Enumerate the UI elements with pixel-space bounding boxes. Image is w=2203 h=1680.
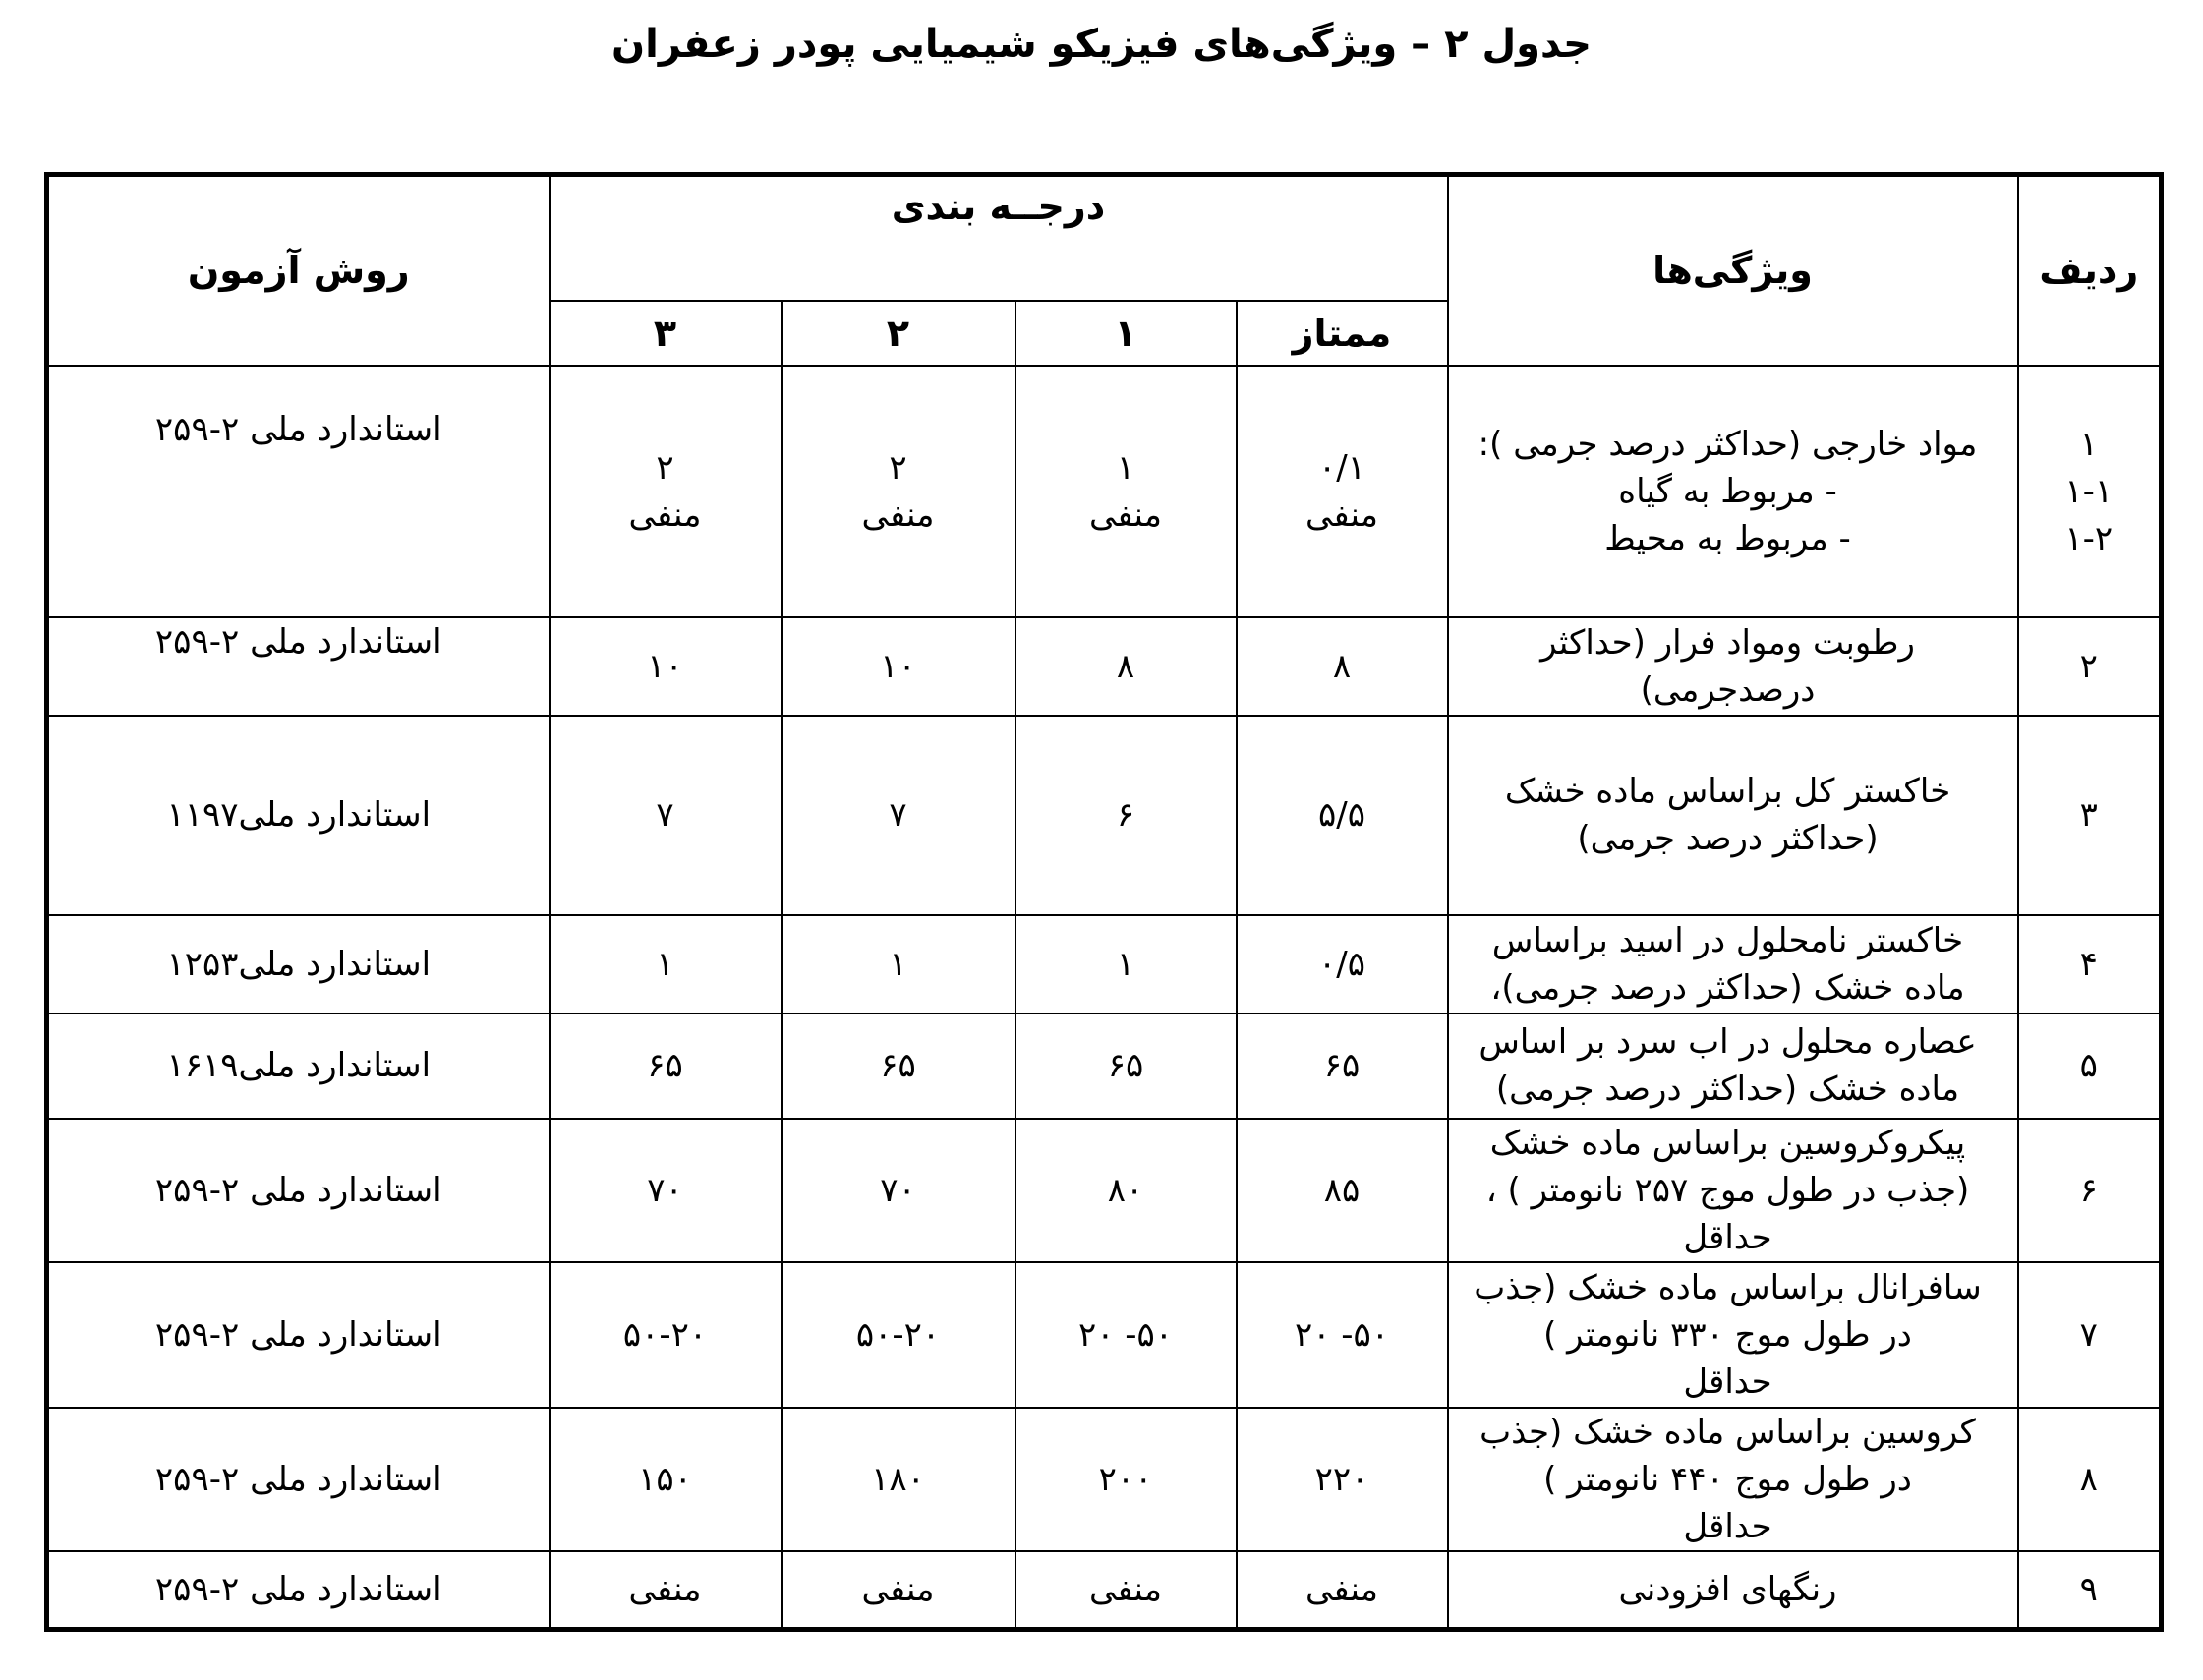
value-cell: ۶ [1015,716,1237,915]
table-row [47,1262,2162,1408]
value-cell: ۱ [782,915,1015,1014]
value-cell: ۱ منفی [1015,366,1237,617]
header-grade-excellent: ممتاز [1237,301,1448,366]
value-cell: ۸ [1015,617,1237,716]
table-row [47,1551,2162,1630]
table-row [47,915,2162,1014]
value-cell: ۵۰-۲۰ [550,1262,782,1408]
spec-table [44,172,2164,1632]
value-cell: ۶۵ [782,1014,1015,1119]
header-grade-3: ۳ [550,301,782,366]
property-cell: عصاره محلول در اب سرد بر اساس ماده خشک (حداکثر درصد جرمی) [1448,1014,2018,1119]
value-cell: ۱ [1015,915,1237,1014]
page-title: جدول ۲ – ویژگی‌های فیزیکو شیمیایی پودر زعفران [611,22,1592,67]
value-cell: ۶۵ [1237,1014,1448,1119]
value-cell: ۵/۵ [1237,716,1448,915]
value-cell: ۷۰ [550,1119,782,1262]
header-grading: درجــه بندی [550,175,1448,301]
value-cell: ۶۵ [550,1014,782,1119]
test-method-cell: استاندارد ملی ۲-۲۵۹ [47,1262,550,1408]
test-method-cell: استاندارد ملی ۲-۲۵۹ [47,617,550,716]
value-cell: ۵۰- ۲۰ [1015,1262,1237,1408]
table-row [47,366,2162,617]
value-cell: ۷ [782,716,1015,915]
test-method-cell: استاندارد ملی۱۱۹۷ [47,716,550,915]
row-number: ۶ [2018,1119,2162,1262]
value-cell: ۱۰ [550,617,782,716]
header-row-1 [47,175,2162,301]
property-cell: سافرانال براساس ماده خشک (جذب در طول موج ۳۳۰ نانومتر ) حداقل [1448,1262,2018,1408]
value-cell: ۱۵۰ [550,1408,782,1551]
value-cell: ۰/۵ [1237,915,1448,1014]
value-cell: ۵۰-۲۰ [782,1262,1015,1408]
table-row [47,1408,2162,1551]
test-method-cell: استاندارد ملی ۲-۲۵۹ [47,366,550,617]
property-cell: رطوبت ومواد فرار (حداکثر درصدجرمی) [1448,617,2018,716]
value-cell: ۲ منفی [782,366,1015,617]
table-row [47,1014,2162,1119]
value-cell: منفی [1015,1551,1237,1630]
test-method-cell: استاندارد ملی ۲-۲۵۹ [47,1408,550,1551]
header-grade-2: ۲ [782,301,1015,366]
row-number: ۲ [2018,617,2162,716]
value-cell: ۷۰ [782,1119,1015,1262]
test-method-cell: استاندارد ملی۱۲۵۳ [47,915,550,1014]
value-cell: ۲۰۰ [1015,1408,1237,1551]
test-method-cell: استاندارد ملی۱۶۱۹ [47,1014,550,1119]
value-cell: ۲ منفی [550,366,782,617]
row-number: ۳ [2018,716,2162,915]
property-cell: پیکروکروسین براساس ماده خشک (جذب در طول موج ۲۵۷ نانومتر ) ، حداقل [1448,1119,2018,1262]
property-cell: رنگهای افزودنی [1448,1551,2018,1630]
header-test-method: روش آزمون [47,175,550,366]
row-number: ۴ [2018,915,2162,1014]
row-number: ۵ [2018,1014,2162,1119]
table-row [47,1119,2162,1262]
property-cell: مواد خارجی (حداکثر درصد جرمی ): - مربوط به گیاه - مربوط به محیط [1448,366,2018,617]
table-row [47,716,2162,915]
header-property: ویژگی‌ها [1448,175,2018,366]
value-cell: ۲۲۰ [1237,1408,1448,1551]
row-number: ۱ ۱-۱ ۱-۲ [2018,366,2162,617]
value-cell: ۰/۱ منفی [1237,366,1448,617]
value-cell: منفی [550,1551,782,1630]
header-row-no: ردیف [2018,175,2162,366]
test-method-cell: استاندارد ملی ۲-۲۵۹ [47,1551,550,1630]
value-cell: ۱۸۰ [782,1408,1015,1551]
value-cell: ۵۰- ۲۰ [1237,1262,1448,1408]
row-number: ۷ [2018,1262,2162,1408]
value-cell: ۱ [550,915,782,1014]
value-cell: ۸۵ [1237,1119,1448,1262]
value-cell: ۷ [550,716,782,915]
property-cell: خاکستر نامحلول در اسید براساس ماده خشک (حداکثر درصد جرمی)، [1448,915,2018,1014]
test-method-cell: استاندارد ملی ۲-۲۵۹ [47,1119,550,1262]
value-cell: ۸ [1237,617,1448,716]
row-number: ۹ [2018,1551,2162,1630]
property-cell: کروسین براساس ماده خشک (جذب در طول موج ۴۴۰ نانومتر ) حداقل [1448,1408,2018,1551]
property-cell: خاکستر کل براساس ماده خشک (حداکثر درصد جرمی) [1448,716,2018,915]
row-number: ۸ [2018,1408,2162,1551]
value-cell: منفی [1237,1551,1448,1630]
header-grade-1: ۱ [1015,301,1237,366]
value-cell: منفی [782,1551,1015,1630]
value-cell: ۸۰ [1015,1119,1237,1262]
value-cell: ۱۰ [782,617,1015,716]
value-cell: ۶۵ [1015,1014,1237,1119]
table-row [47,617,2162,716]
